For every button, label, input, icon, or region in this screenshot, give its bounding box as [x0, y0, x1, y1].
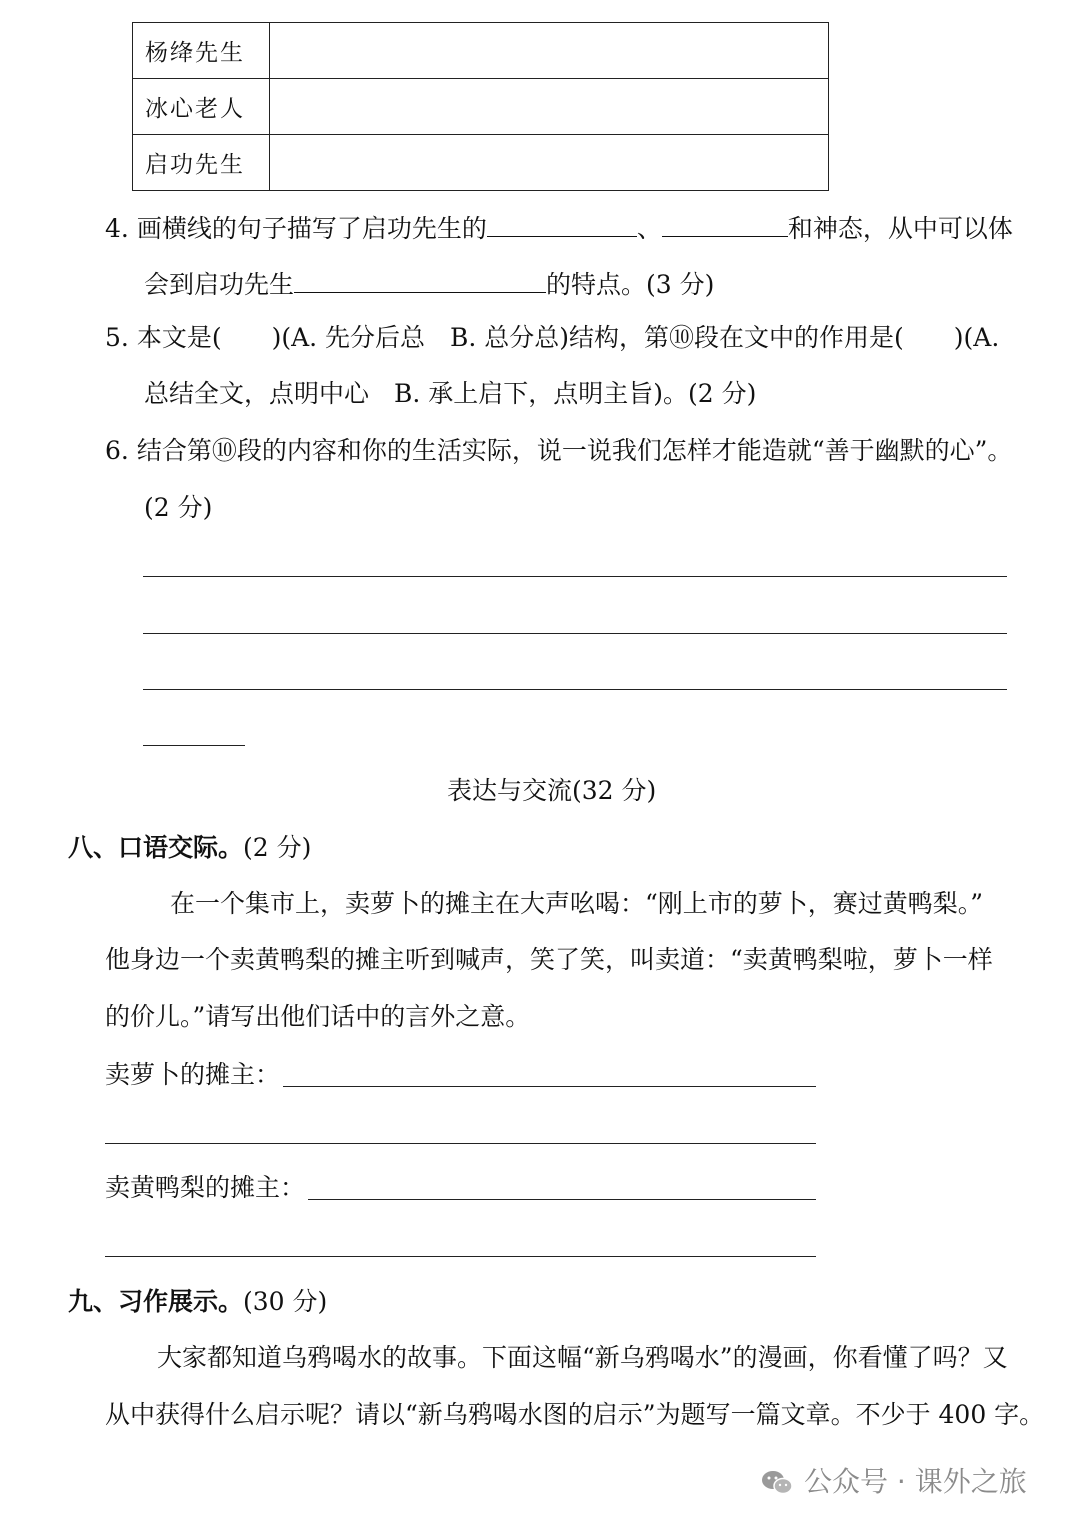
paragraph-line: 大家都知道乌鸦喝水的故事。下面这幅“新乌鸦喝水”的漫画，你看懂了吗？又	[157, 1343, 1008, 1372]
question-4-cont	[144, 266, 714, 300]
table-row	[133, 23, 829, 79]
section-score: (30 分)	[243, 1287, 328, 1316]
question-text: 本文是( )(A. 先分后总 B. 总分总)结构，第⑩段在文中的作用是( )(A.	[136, 323, 1000, 352]
answer-line[interactable]	[143, 576, 1007, 577]
paragraph-line: 在一个集市上，卖萝卜的摊主在大声吆喝：“刚上市的萝卜，赛过黄鸭梨。”	[170, 889, 984, 918]
section-title: 表达与交流(32 分)	[447, 776, 657, 805]
question-5	[105, 323, 999, 353]
question-5-cont: 总结全文，点明中心 B. 承上启下，点明主旨)。(2 分)	[144, 379, 757, 408]
answer-label-pear-seller: 卖黄鸭梨的摊主：	[105, 1173, 306, 1202]
paragraph-line: 的价儿。”请写出他们话中的言外之意。	[105, 1002, 531, 1031]
table-row	[133, 79, 829, 135]
answer-cell[interactable]	[270, 135, 829, 191]
section-8-heading	[68, 833, 311, 863]
answer-cell[interactable]	[270, 23, 829, 79]
answer-cell[interactable]	[270, 79, 829, 135]
question-text: 画横线的句子描写了启功先生的	[136, 214, 487, 243]
question-6	[105, 436, 1012, 466]
section-9-heading	[68, 1287, 327, 1317]
answer-line[interactable]	[105, 1256, 816, 1257]
question-number: 6.	[105, 436, 129, 465]
table-row	[133, 135, 829, 191]
question-text: 会到启功先生	[144, 270, 295, 299]
answer-line[interactable]	[308, 1199, 816, 1200]
name-cell: 杨绛先生	[133, 23, 270, 79]
names-table	[132, 22, 829, 191]
section-heading-text: 八、口语交际。	[68, 833, 244, 862]
question-text: 和神态，从中可以体	[787, 214, 1013, 243]
separator: 、	[636, 214, 662, 243]
watermark	[760, 1460, 1027, 1500]
section-score: (2 分)	[243, 833, 312, 862]
answer-line[interactable]	[105, 1143, 816, 1144]
name-cell: 启功先生	[133, 135, 270, 191]
question-4	[105, 210, 1013, 244]
section-heading-text: 九、习作展示。	[68, 1287, 244, 1316]
paragraph-line: 从中获得什么启示呢？请以“新乌鸦喝水图的启示”为题写一篇文章。不少于 400 字。	[105, 1400, 1045, 1429]
question-number: 5.	[105, 323, 129, 352]
answer-blank[interactable]	[294, 266, 546, 293]
answer-line[interactable]	[143, 745, 245, 746]
question-text: 的特点。(3 分)	[546, 270, 715, 299]
answer-label-radish-seller: 卖萝卜的摊主：	[105, 1060, 281, 1089]
answer-line[interactable]	[283, 1086, 816, 1087]
answer-line[interactable]	[143, 689, 1007, 690]
question-6-score: (2 分)	[144, 493, 213, 522]
answer-blank[interactable]	[662, 210, 788, 237]
question-text: 结合第⑩段的内容和你的生活实际，说一说我们怎样才能造就“善于幽默的心”。	[136, 436, 1013, 465]
paragraph-line: 他身边一个卖黄鸭梨的摊主听到喊声，笑了笑，叫卖道：“卖黄鸭梨啦，萝卜一样	[105, 945, 993, 974]
question-number: 4.	[105, 214, 129, 243]
answer-blank[interactable]	[487, 210, 637, 237]
name-cell: 冰心老人	[133, 79, 270, 135]
wechat-icon	[760, 1469, 794, 1497]
answer-line[interactable]	[143, 633, 1007, 634]
watermark-text: 公众号 · 课外之旅	[804, 1465, 1027, 1498]
